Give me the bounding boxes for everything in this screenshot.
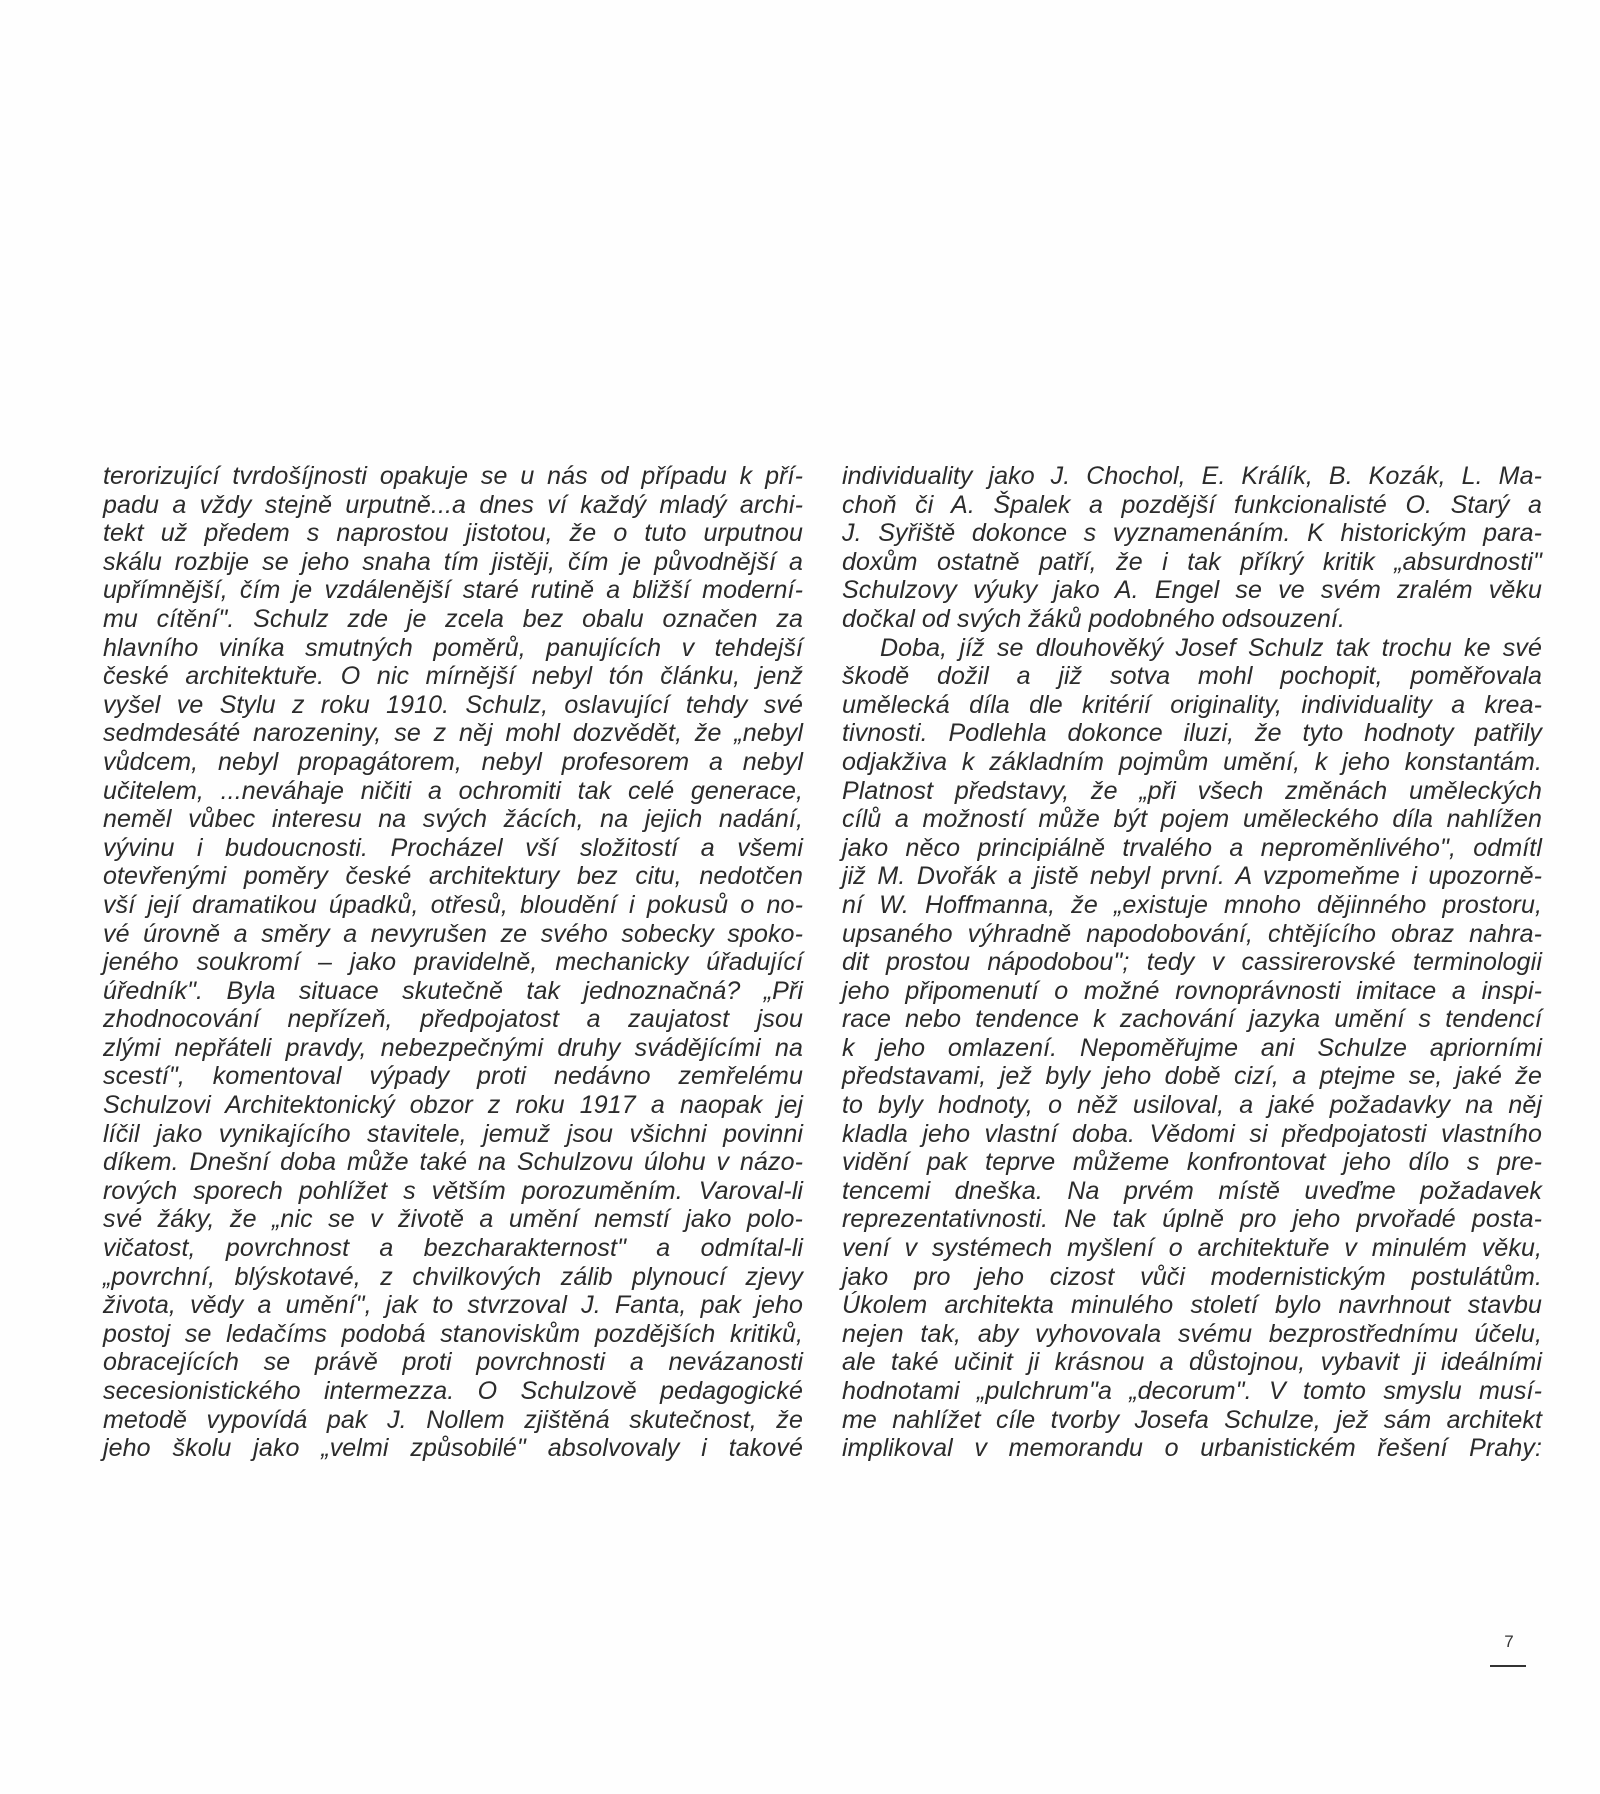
text-line: otevřenými poměry české architektury bez citu, nedotčen (103, 862, 803, 891)
text-line: upřímnější, čím je vzdálenější staré rutině a bližší moderní- (103, 576, 803, 605)
text-line-paragraph-start: Doba, jíž se dlouhověký Josef Schulz tak trochu ke své (880, 633, 1542, 662)
text-line: zlými nepřáteli pravdy, nebezpečnými druhy svádějícími na (103, 1033, 803, 1062)
text-line: neměl vůbec interesu na svých žácích, na jejich nadání, (103, 805, 803, 834)
text-line: jeného soukromí – jako pravidelně, mechanicky úřadující (103, 948, 803, 977)
text-line: upsaného výhradně napodobování, chtějícího obraz nahra- (842, 919, 1542, 948)
text-line: Schulzovy výuky jako A. Engel se ve svém zralém věku (842, 576, 1542, 605)
text-line: doxům ostatně patří, že i tak příkrý kritik „absurdnosti" (842, 547, 1542, 576)
text-line: jako pro jeho cizost vůči modernistickým postulátům. (842, 1262, 1542, 1291)
text-line: Platnost představy, že „při všech změnách uměleckých (842, 776, 1542, 805)
text-line: skálu rozbije se jeho snaha tím jistěji, čím je původnější a (103, 547, 803, 576)
text-line: k jeho omlazení. Nepoměřujme ani Schulze apriorními (842, 1033, 1542, 1062)
left-text-column (103, 462, 803, 1463)
text-line: vičatost, povrchnost a bezcharakternost" a odmítal-li (103, 1234, 803, 1263)
text-line: nejen tak, aby vyhovovala svému bezprostřednímu účelu, (842, 1319, 1542, 1348)
text-line: sedmdesáté narozeniny, se z něj mohl dozvědět, že „nebyl (103, 719, 803, 748)
text-line: hlavního viníka smutných poměrů, panujících v tehdejší (103, 633, 803, 662)
text-line: již M. Dvořák a jistě nebyl první. A vzpomeňme i upozorně- (842, 862, 1542, 891)
text-line: života, vědy a umění", jak to stvrzoval J. Fanta, pak jeho (103, 1291, 803, 1320)
text-line: race nebo tendence k zachování jazyka umění s tendencí (842, 1005, 1542, 1034)
text-line: umělecká díla dle kritérií originality, individuality a krea- (842, 690, 1542, 719)
text-line: Schulzovi Architektonický obzor z roku 1917 a naopak jej (103, 1091, 803, 1120)
text-line-paragraph-end: dočkal od svých žáků podobného odsouzení. (842, 604, 1346, 633)
text-line: me nahlížet cíle tvorby Josefa Schulze, jež sám architekt (842, 1405, 1542, 1434)
text-line: dit prostou nápodobou"; tedy v cassirerovské terminologii (842, 948, 1542, 977)
text-line: zhodnocování nepřízeň, předpojatost a zaujatost jsou (103, 1005, 803, 1034)
text-line: díkem. Dnešní doba může také na Schulzovu úlohu v názo- (103, 1148, 803, 1177)
text-line: vůdcem, nebyl propagátorem, nebyl profesorem a nebyl (103, 747, 803, 776)
text-line: secesionistického intermezza. O Schulzově pedagogické (103, 1377, 803, 1405)
text-line: učitelem, ...neváhaje ničiti a ochromiti tak celé generace, (103, 776, 803, 805)
text-line: vé úrovně a směry a nevyrušen ze svého sobecky spoko- (103, 919, 803, 948)
text-line: cílů a možností může být pojem uměleckého díla nahlížen (842, 805, 1542, 834)
text-line: představami, jež byly jeho době cizí, a ptejme se, jaké že (842, 1062, 1542, 1091)
text-line: implikoval v memorandu o urbanistickém řešení Prahy: (842, 1434, 1542, 1463)
text-line: české architektuře. O nic mírnější nebyl tón článku, jenž (103, 662, 803, 691)
text-line: tencemi dneška. Na prvém místě uveďme požadavek (842, 1176, 1542, 1205)
text-line: scestí", komentoval výpady proti nedávno zemřelému (103, 1062, 803, 1091)
text-line: metodě vypovídá pak J. Nollem zjištěná skutečnost, že (103, 1405, 803, 1434)
text-line: terorizující tvrdošíjnosti opakuje se u nás od případu k pří- (103, 462, 803, 490)
text-line: ní W. Hoffmanna, že „existuje mnoho dějinného prostoru, (842, 890, 1542, 919)
page-number-underline (1490, 1665, 1526, 1667)
page-number: 7 (1504, 1632, 1514, 1651)
text-line: vývinu i budoucnosti. Procházel vší složitostí a všemi (103, 833, 803, 862)
text-line: padu a vždy stejně urputně...a dnes ví každý mladý archi- (103, 490, 803, 519)
text-line: úředník". Byla situace skutečně tak jednoznačná? „Při (103, 976, 803, 1005)
text-line: tivnosti. Podlehla dokonce iluzi, že tyto hodnoty patřily (842, 719, 1542, 748)
text-line: kladla jeho vlastní doba. Vědomi si předpojatosti vlastního (842, 1119, 1542, 1148)
text-line: to byly hodnoty, o něž usiloval, a jaké požadavky na něj (842, 1091, 1542, 1120)
text-line: obracejících se právě proti povrchnosti a nevázanosti (103, 1348, 803, 1377)
text-line: škodě dožil a již sotva mohl pochopit, poměřovala (842, 662, 1542, 691)
text-line: J. Syřiště dokonce s vyznamenáním. K historickým para- (842, 519, 1542, 548)
text-line: jeho školu jako „velmi způsobilé" absolvovaly i takové (103, 1434, 803, 1463)
text-line: rových sporech pohlížet s větším porozuměním. Varoval-li (103, 1176, 803, 1205)
text-line: postoj se ledačíms podobá stanoviskům pozdějších kritiků, (103, 1319, 803, 1348)
text-line: jako něco principiálně trvalého a neproměnlivého", odmítl (842, 833, 1542, 862)
text-line: individuality jako J. Chochol, E. Králík, B. Kozák, L. Ma- (842, 462, 1542, 490)
text-line: vidění pak teprve můžeme konfrontovat jeho dílo s pre- (842, 1148, 1542, 1177)
text-line: hodnotami „pulchrum"a „decorum". V tomto smyslu musí- (842, 1377, 1542, 1405)
text-line: „povrchní, blýskotavé, z chvilkových zálib plynoucí zjevy (103, 1262, 803, 1291)
text-line: líčil jako vynikajícího stavitele, jemuž jsou všichni povinni (103, 1119, 803, 1148)
text-line: vyšel ve Stylu z roku 1910. Schulz, oslavující tehdy své (103, 690, 803, 719)
text-line: ale také učinit ji krásnou a důstojnou, vybavit ji ideálními (842, 1348, 1542, 1377)
text-line: choň či A. Špalek a pozdější funkcionalisté O. Starý a (842, 490, 1542, 519)
text-line: jeho připomenutí o možné rovnoprávnosti imitace a inspi- (842, 976, 1542, 1005)
text-line: tekt už předem s naprostou jistotou, že o tuto urputnou (103, 519, 803, 548)
text-line: Úkolem architekta minulého století bylo navrhnout stavbu (842, 1291, 1542, 1320)
text-line: své žáky, že „nic se v životě a umění nemstí jako polo- (103, 1205, 803, 1234)
text-line: vší její dramatikou úpadků, otřesů, bloudění i pokusů o no- (103, 890, 803, 919)
text-line: reprezentativnosti. Ne tak úplně pro jeho prvořadé posta- (842, 1205, 1542, 1234)
text-line: vení v systémech myšlení o architektuře v minulém věku, (842, 1234, 1542, 1263)
text-line: mu cítění". Schulz zde je zcela bez obalu označen za (103, 604, 803, 633)
text-line: odjakživa k základním pojmům umění, k jeho konstantám. (842, 747, 1542, 776)
right-text-column (842, 462, 1542, 1463)
